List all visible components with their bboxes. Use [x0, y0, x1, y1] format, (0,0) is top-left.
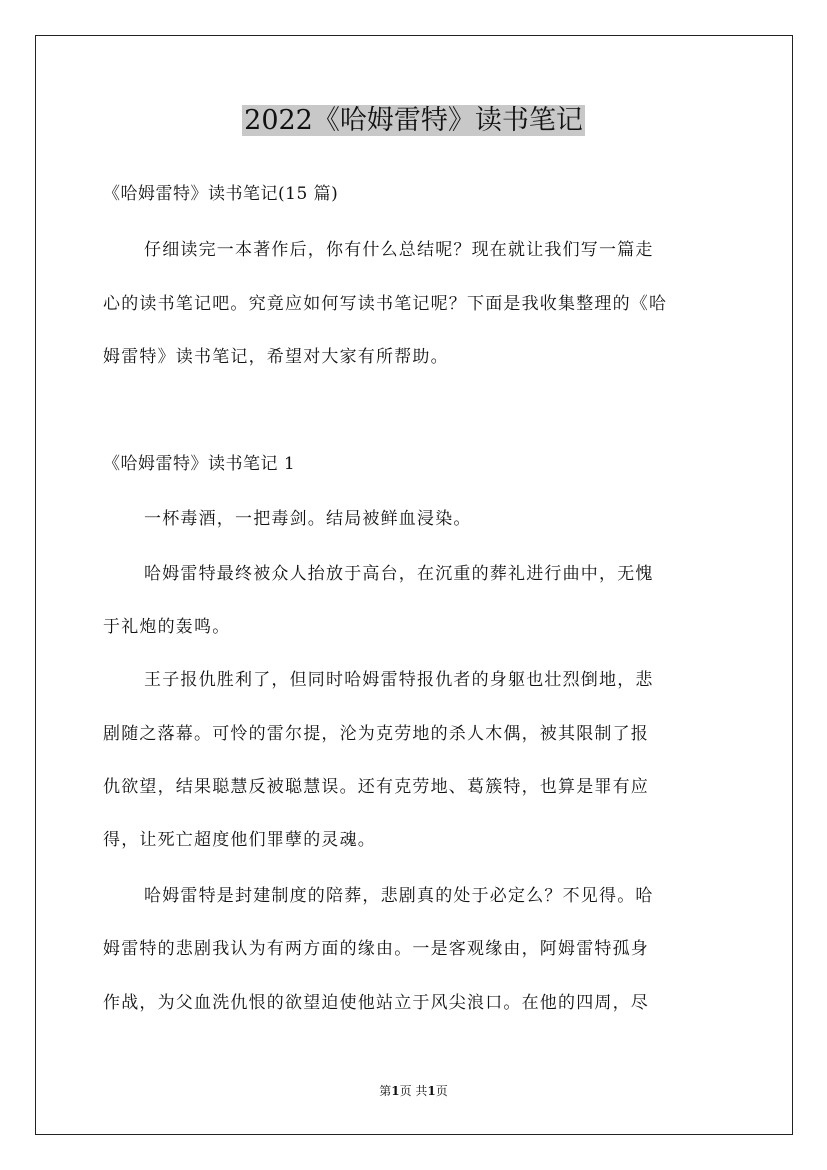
body-line-1: 一杯毒酒，一把毒剑。结局被鲜血浸染。 — [144, 509, 472, 529]
body-line-9: 姆雷特的悲剧我认为有两方面的缘由。一是客观缘由，阿姆雷特孤身 — [103, 939, 649, 959]
intro-line-3: 姆雷特》读书笔记，希望对大家有所帮助。 — [103, 347, 449, 367]
body-line-4: 王子报仇胜利了，但同时哈姆雷特报仇者的身躯也壮烈倒地，悲 — [144, 670, 654, 690]
intro-line-1: 仔细读完一本著作后，你有什么总结呢？现在就让我们写一篇走 — [144, 240, 654, 260]
page-footer — [0, 1082, 827, 1100]
document-title — [0, 100, 827, 142]
body-line-7: 得，让死亡超度他们罪孽的灵魂。 — [103, 830, 376, 850]
body-line-10: 作战，为父血洗仇恨的欲望迫使他站立于风尖浪口。在他的四周，尽 — [103, 993, 649, 1013]
footer-page-suffix: 页 — [435, 1084, 448, 1098]
body-line-5: 剧随之落幕。可怜的雷尔提，沦为克劳地的杀人木偶，被其限制了报 — [103, 724, 649, 744]
body-line-8: 哈姆雷特是封建制度的陪葬，悲剧真的处于必定么？不见得。哈 — [144, 886, 654, 906]
body-line-3: 于礼炮的轰鸣。 — [103, 617, 231, 637]
intro-line-2: 心的读书笔记吧。究竟应如何写读书笔记呢？下面是我收集整理的《哈 — [103, 294, 668, 314]
footer-page-number: 1 — [391, 1084, 400, 1098]
document-title-text: 2022《哈姆雷特》读书笔记 — [244, 105, 583, 136]
footer-page-total: 1 — [427, 1084, 436, 1098]
section-heading: 《哈姆雷特》读书笔记 1 — [103, 454, 296, 474]
document-subtitle: 《哈姆雷特》读书笔记(15 篇) — [103, 184, 339, 204]
footer-page-mid: 页 共 — [399, 1084, 428, 1098]
body-line-2: 哈姆雷特最终被众人抬放于高台，在沉重的葬礼进行曲中，无愧 — [144, 564, 654, 584]
body-line-6: 仇欲望，结果聪慧反被聪慧误。还有克劳地、葛簇特，也算是罪有应 — [103, 777, 649, 797]
footer-page-prefix: 第 — [379, 1084, 392, 1098]
